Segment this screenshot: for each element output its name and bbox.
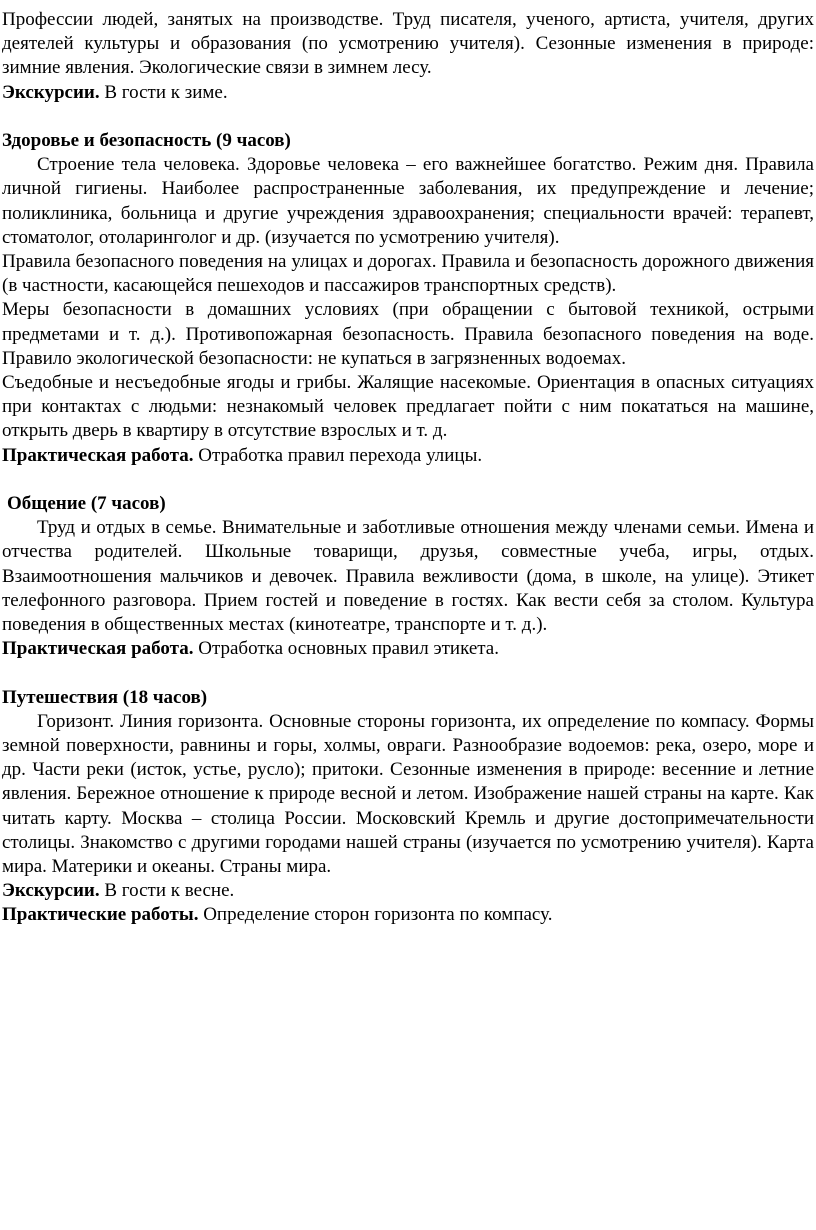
travel-excursion-line [2, 879, 814, 903]
practical-label: Практическая работа. [2, 444, 194, 466]
health-paragraph-4: Съедобные и несъедобные ягоды и грибы. Жалящие насекомые. Ориентация в опасных ситуациях при контактах с людьми: незнакомый человек предлагает пойти с ним покататься на машине, открыть дверь в квартиру в отсутствие взрослых и т. д. [2, 372, 814, 442]
intro-paragraph: Профессии людей, занятых на производстве. Труд писателя, ученого, артиста, учителя, других деятелей культуры и образования (по усмотрению учителя). Сезонные изменения в природе: зимние явления. Экологические связи в зимнем лесу. [2, 9, 814, 79]
health-paragraph-2: Правила безопасного поведения на улицах и дорогах. Правила и безопасность дорожного движения (в частности, касающейся пешеходов и пассажиров транспортных средств). [2, 251, 814, 297]
section-heading-travel: Путешествия (18 часов) [2, 686, 208, 708]
communication-paragraph: Труд и отдых в семье. Внимательные и заботливые отношения между членами семьи. Имена и отчества родителей. Школьные товарищи, друзья, совместные учеба, игры, отдых. Взаимоотношения мальчиков и девочек. Правила вежливости (дома, в школе, на улице). Этикет телефонного разговора. Прием гостей и поведение в гостях. Как вести себя за столом. Культура поведения в общественных местах (кинотеатре, транспорте и т. д.). [2, 517, 814, 636]
practical-label: Практическая работа. [2, 638, 194, 660]
practical-text: Отработка основных правил этикета. [193, 638, 499, 660]
excursion-label: Экскурсии. [2, 880, 100, 902]
health-paragraph-1: Строение тела человека. Здоровье человека – его важнейшее богатство. Режим дня. Правила личной гигиены. Наиболее распространенные заболевания, их предупреждение и лечение; поликлиника, больница и другие учреждения здравоохранения; специальности врачей: терапевт, стоматолог, отоларинголог и др. (изучается по усмотрению учителя). [2, 154, 814, 248]
intro-excursion-line [2, 81, 814, 105]
section-heading-communication: Общение (7 часов) [7, 493, 166, 515]
excursion-text: В гости к зиме. [99, 81, 228, 103]
section-heading-health: Здоровье и безопасность (9 часов) [2, 130, 291, 151]
practical-text: Определение сторон горизонта по компасу. [198, 904, 553, 926]
health-practical-line [2, 444, 814, 468]
travel-paragraph: Горизонт. Линия горизонта. Основные стороны горизонта, их определение по компасу. Формы земной поверхности, равнины и горы, холмы, овраги. Разнообразие водоемов: река, озеро, море и др. Части реки (исток, устье, русло); притоки. Сезонные изменения в природе: весенние и летние явления. Бережное отношение к природе весной и летом. Изображение нашей страны на карте. Как читать карту. Москва – столица России. Московский Кремль и другие достопримечательности столицы. Знакомство с другими городами нашей страны (изучается по усмотрению учителя). Карта мира. Материки и океаны. Страны мира. [2, 710, 814, 878]
communication-practical-line [2, 637, 814, 661]
travel-practical-line [2, 903, 814, 927]
practical-label: Практические работы. [2, 904, 199, 926]
health-paragraph-3: Меры безопасности в домашних условиях (при обращении с бытовой техникой, острыми предметами и т. д.). Противопожарная безопасность. Правила безопасного поведения на воде. Правило экологической безопасности: не купаться в загрязненных водоемах. [2, 299, 814, 369]
excursion-label: Экскурсии. [2, 81, 100, 103]
practical-text: Отработка правил перехода улицы. [193, 444, 483, 466]
excursion-text: В гости к весне. [99, 880, 235, 902]
